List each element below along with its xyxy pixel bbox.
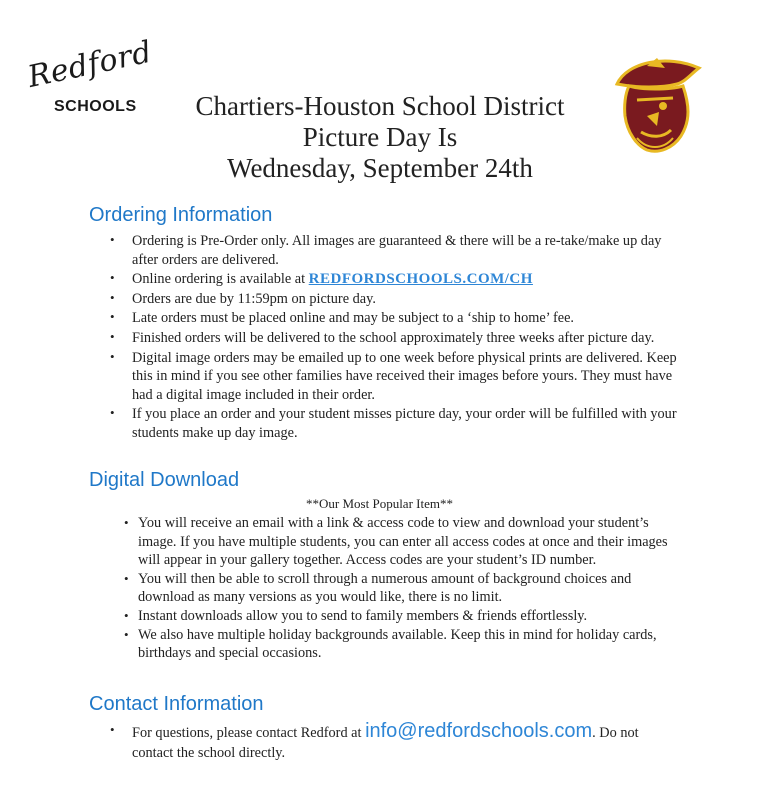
contact-list	[110, 721, 670, 763]
bullet-icon: •	[124, 626, 129, 642]
list-item: • Orders are due by 11:59pm on picture day.	[110, 289, 376, 307]
list-item: • For questions, please contact Redford at info@redfordschools.com. Do not contact the school directly.	[110, 720, 639, 761]
contact-email-link[interactable]: info@redfordschools.com	[365, 720, 593, 742]
list-item: • Finished orders will be delivered to the school approximately three weeks after picture day.	[110, 328, 655, 346]
list-item: • Ordering is Pre-Order only. All images are guaranteed & there will be a re-take/make up day after orders are delivered.	[110, 232, 662, 268]
list-item: • If you place an order and your student misses picture day, your order will be fulfilled with your students make up day image.	[110, 405, 677, 441]
bullet-icon: •	[110, 328, 115, 344]
title-line-date: Wednesday, September 24th	[227, 153, 533, 183]
ordering-site-link[interactable]: REDFORDSCHOOLS.COM/CH	[308, 271, 533, 288]
bullet-icon: •	[110, 405, 115, 421]
digital-list	[124, 514, 669, 663]
ordering-heading: Ordering Information	[89, 204, 273, 226]
bullet-icon: •	[110, 722, 115, 737]
logo-block-text: SCHOOLS	[54, 98, 137, 115]
bullet-icon: •	[110, 270, 115, 286]
list-item: • You will then be able to scroll through a numerous amount of background choices and download as many versions as you would like, there is no limit.	[124, 570, 632, 606]
list-item: • Instant downloads allow you to send to family members & friends effortlessly.	[124, 607, 588, 624]
bullet-icon: •	[124, 570, 129, 586]
popular-tagline: **Our Most Popular Item**	[306, 496, 453, 511]
list-item: • Online ordering is available at REDFORDSCHOOLS.COM/CH	[110, 270, 533, 288]
ordering-list	[110, 232, 680, 444]
title-line-picture-day: Picture Day Is	[302, 122, 458, 152]
contact-heading: Contact Information	[89, 693, 264, 715]
bullet-icon: •	[124, 607, 129, 623]
bullet-icon: •	[110, 232, 115, 247]
bullet-icon: •	[124, 515, 129, 530]
digital-heading: Digital Download	[89, 469, 240, 491]
list-item: • We also have multiple holiday backgrounds available. Keep this in mind for holiday cards, birthdays and special occasions.	[124, 626, 657, 662]
redford-logo	[24, 34, 156, 122]
title-line-district: Chartiers-Houston School District	[195, 91, 565, 121]
bullet-icon: •	[110, 289, 115, 305]
list-item: • Late orders must be placed online and may be subject to a ‘ship to home’ fee.	[110, 309, 574, 327]
page-title	[170, 91, 590, 184]
list-item: • Digital image orders may be emailed up to one week before physical prints are delivered. Keep this in mind if you see other families have received their images before yours. They must have had a digital image included in their order.	[110, 348, 677, 403]
pirate-mascot-icon	[607, 54, 707, 158]
list-item: • You will receive an email with a link & access code to view and download your student’s image. If you have multiple students, you can enter all access codes at once and their images will appear in your gallery together. Access codes are your student’s ID number.	[124, 515, 668, 569]
logo-script-text: Redford	[24, 34, 156, 95]
bullet-icon: •	[110, 348, 115, 364]
bullet-icon: •	[110, 309, 115, 325]
